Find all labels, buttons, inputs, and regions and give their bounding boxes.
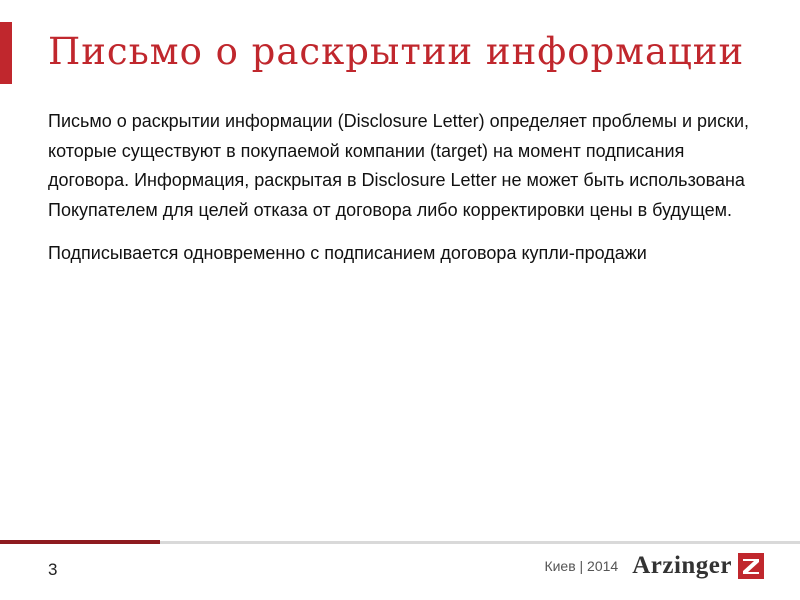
- body-paragraph: Подписывается одновременно с подписанием договора купли-продажи: [48, 243, 647, 263]
- company-logo: [632, 552, 764, 580]
- slide-title: Письмо о раскрытии информации: [48, 30, 745, 73]
- slide-body: [48, 107, 753, 283]
- title-accent-bar: [0, 22, 12, 84]
- logo-mark-icon: [738, 553, 764, 579]
- footer-divider-accent: [0, 540, 160, 544]
- page-number: 3: [48, 560, 58, 579]
- footer-city-year: Киев | 2014: [544, 558, 619, 574]
- body-paragraph: Письмо о раскрытии информации (Disclosure Letter) определяет проблемы и риски, которые существуют в покупаемой компании (target) на момент подписания договора. Информация, раскрытая в Disclosure Letter не может быть использована Покупателем для целей отказа от договора либо корректировки цены в будущем.: [48, 111, 749, 220]
- logo-text: Arzinger: [632, 552, 732, 579]
- footer-right: [544, 552, 764, 580]
